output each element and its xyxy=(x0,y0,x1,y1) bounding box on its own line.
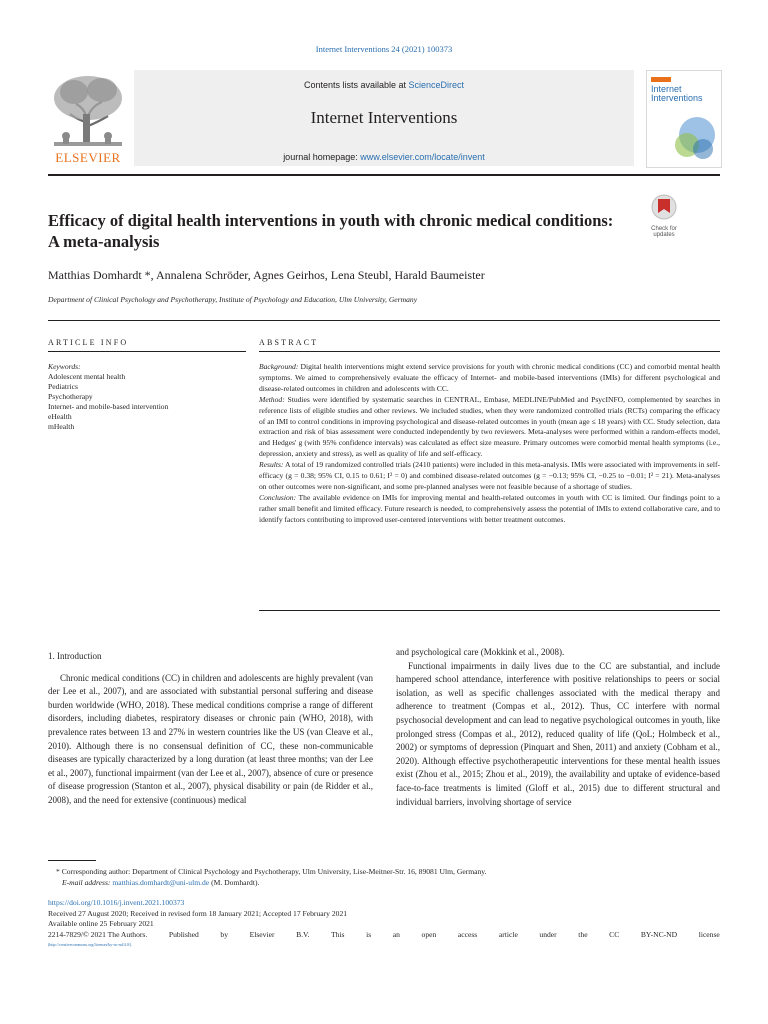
licence-word: CC xyxy=(609,929,620,939)
licence-word: article xyxy=(498,929,518,939)
contents-prefix: Contents lists available at xyxy=(303,80,409,90)
background-label: Background: xyxy=(259,362,299,371)
keyword-item: mHealth xyxy=(48,422,75,431)
licence-word: BY-NC-ND xyxy=(640,929,678,939)
licence-word: an xyxy=(392,929,400,939)
email-link[interactable]: matthias.domhardt@uni-ulm.de xyxy=(112,878,210,887)
email-note xyxy=(48,877,720,888)
body-column-right xyxy=(396,646,720,809)
licence-word: This xyxy=(331,929,345,939)
method-label: Method: xyxy=(259,394,285,404)
keyword-item: Psychotherapy xyxy=(48,392,93,401)
journal-cover-thumbnail[interactable] xyxy=(646,70,722,168)
licence-word: B.V. xyxy=(296,929,310,939)
licence-word: Published xyxy=(168,929,199,939)
footnote-rule xyxy=(48,860,96,861)
keywords-block xyxy=(48,362,246,432)
corresponding-author-note: * Corresponding author: Department of Clinical Psychology and Psychotherapy, Ulm University, Lise-Meitner-Str. 16, 89081 Ulm, Germany. xyxy=(56,867,487,876)
sciencedirect-link[interactable]: ScienceDirect xyxy=(408,80,465,90)
elsevier-logo xyxy=(48,70,128,166)
journal-masthead xyxy=(48,70,720,170)
header-rule xyxy=(48,174,720,176)
received-dates: Received 27 August 2020; Received in revised form 18 January 2021; Accepted 17 February 2021 xyxy=(48,908,348,918)
abstract-body xyxy=(259,362,720,526)
cover-title-line2: Interventions xyxy=(651,93,703,103)
email-suffix: (M. Domhardt). xyxy=(209,878,260,887)
keyword-item: eHealth xyxy=(48,412,72,421)
journal-reference[interactable]: Internet Interventions 24 (2021) 100373 xyxy=(315,44,453,54)
email-label: E-mail address: xyxy=(62,878,113,887)
licence-word: open xyxy=(421,929,437,939)
abstract-conclusion xyxy=(259,493,720,526)
licence-line xyxy=(48,930,720,941)
abstract-method xyxy=(259,395,720,460)
elsevier-wordmark: ELSEVIER xyxy=(55,150,121,165)
article-title: Efficacy of digital health interventions in youth with chronic medical conditions: A meta-analysis xyxy=(48,211,614,251)
keyword-item: Pediatrics xyxy=(48,382,78,391)
check-for-updates-badge[interactable] xyxy=(644,193,684,238)
conclusion-label: Conclusion: xyxy=(259,492,297,502)
licence-word: is xyxy=(366,929,372,939)
body-column-left xyxy=(48,650,373,808)
results-text: A total of 19 randomized controlled trials (2410 patients) were included in this meta-analysis. IMIs were associated with improvements in self-efficacy (g = 0.38; 95% CI, 0.15 to 0.61; I² = 0) and combined disease-related outcomes (g = −0.13; 95% CI, −0.25 to −0.01; I² = 21). Meta-analyses on other outcomes were non-significant, and some pre-planned analyses were not feasible because of a shortage of studies. xyxy=(259,460,720,491)
homepage-prefix: journal homepage: xyxy=(283,152,361,162)
crossmark-label: Check for updates xyxy=(651,226,677,238)
author-list[interactable]: Matthias Domhardt *, Annalena Schröder, Agnes Geirhos, Lena Steubl, Harald Baumeister xyxy=(48,268,485,282)
method-text: Studies were identified by systematic searches in CENTRAL, Embase, MEDLINE/PubMed and PsycINFO, complemented by searches in reference lists of eligible studies and other reviews. We included studies, when they were randomized controlled trials (RCTs) comparing the efficacy of an IMI to control conditions in improving psychological and disease-related outcomes in youth (mean age ≤ 18 years) with CC. Study selection, data extraction and risk of bias assessment were conducted independently by two reviewers. Meta-analyses were performed within a random-effects model, and Hedges' g (with 95% confidence intervals) was calculated as effect size measure. Primary outcomes were comorbid mental health symptoms (i.e., depression, anxiety and stress), as well as quality of life and self-efficacy. xyxy=(259,394,720,459)
footnotes xyxy=(48,866,720,888)
article-info-heading: ARTICLE INFO xyxy=(48,338,129,347)
journal-header-band xyxy=(134,70,634,166)
section-heading-introduction: 1. Introduction xyxy=(48,651,102,661)
abstract-rule xyxy=(259,351,720,352)
doi-link[interactable]: https://doi.org/10.1016/j.invent.2021.100373 xyxy=(48,898,185,907)
publication-info xyxy=(48,898,720,951)
homepage-link[interactable]: www.elsevier.com/locate/invent xyxy=(360,152,485,162)
licence-url-link[interactable]: (http://creativecommons.org/licenses/by-nc-nd/4.0/). xyxy=(48,942,133,948)
title-rule xyxy=(48,320,720,321)
licence-word: the xyxy=(578,929,588,939)
keyword-item: Internet- and mobile-based intervention xyxy=(48,402,169,411)
keywords-label: Keywords: xyxy=(48,362,81,371)
abstract-background xyxy=(259,362,720,395)
abstract-heading: ABSTRACT xyxy=(259,338,319,347)
body-paragraph: Chronic medical conditions (CC) in children and adolescents are highly prevalent (van der Lee et al., 2007), and are associated with substantial personal suffering and disease burden worldwide (WHO, 2018). These medical conditions comprise a range of different disorders, including diabetes, respiratory diseases or chronic pain (WHO, 2018), with prevalence rates between 13 and 27% in western countries like the US (van Cleave et al., 2010). Although there is no consensual definition of CC, these non-communicable diseases are typically characterized by a long duration (at least three months; van der Lee et al., 2007), functional impairment (van der Lee et al., 2007), absence of cure or presence of disease progression (Stanton et al., 2007), physical disability or pain (de Ridder et al., 2008), and the need for extensive (continuous) medical xyxy=(48,672,373,805)
affiliation: Department of Clinical Psychology and Psychotherapy, Institute of Psychology and Education, Ulm University, Germany xyxy=(48,295,418,304)
cover-title-line1: Internet xyxy=(651,84,682,94)
homepage-line xyxy=(134,152,634,162)
licence-word: under xyxy=(539,929,557,939)
body-paragraph-continued: and psychological care (Mokkink et al., 2008). xyxy=(396,647,565,657)
keyword-item: Adolescent mental health xyxy=(48,372,126,381)
conclusion-text: The available evidence on IMIs for improving mental and health-related outcomes in youth with CC is limited. Our findings point to a rather small benefit and limited efficacy. Future research is needed, to comprehensively assess the potential of IMIs to extend collaborative care, and to identify factors contributing to improved user-centered interventions with better treatment outcomes. xyxy=(259,492,720,524)
cover-title xyxy=(651,85,703,103)
journal-name: Internet Interventions xyxy=(310,108,458,127)
licence-word: by xyxy=(220,929,229,939)
results-label: Results: xyxy=(259,460,284,470)
licence-word: license xyxy=(698,929,720,939)
article-info-rule xyxy=(48,351,246,352)
available-online: Available online 25 February 2021 xyxy=(48,919,154,929)
licence-word: access xyxy=(457,929,478,939)
abstract-results xyxy=(259,460,720,493)
abstract-bottom-rule xyxy=(259,610,720,611)
cover-accent xyxy=(651,77,671,82)
licence-word: Elsevier xyxy=(249,929,275,939)
background-text: Digital health interventions might extend service provisions for youth with chronic medical conditions (CC) and comorbid mental health symptoms. We aimed to comprehensively evaluate the efficacy of Internet- and mobile-based interventions (IMIs) for different psychological and disease-related outcomes in children and adolescents with CC. xyxy=(259,362,720,393)
body-paragraph: Functional impairments in daily lives due to the CC are substantial, and include hampered school attendance, interference with positive relationships to peers or social isolation, as well as specific challenges associated with the medical therapy and adherence to treatment (Compas et al., 2012). Thus, CC interfere with normal psychosocial development and can lead to negative psychological outcomes in youth, like prolonged stress (Compas et al., 2012), reduced quality of life (QoL; Holmbeck et al., 2002) or symptoms of depression (Pinquart and Shen, 2011) and anxiety (Cobham et al., 2020). Although effective psychotherapeutic interventions for these mental health issues exist (Zhou et al., 2015; Zhou et al., 2019), the availability and uptake of evidence-based face-to-face treatments is limited (Gloff et al., 2015) due to different structural and individual barriers, involving shortage of service xyxy=(396,660,720,807)
contents-line xyxy=(134,80,634,90)
crossmark-icon xyxy=(644,193,684,221)
cover-graphic-icon xyxy=(669,111,717,165)
licence-word: 2214-7829/© 2021 The Authors. xyxy=(48,929,148,939)
